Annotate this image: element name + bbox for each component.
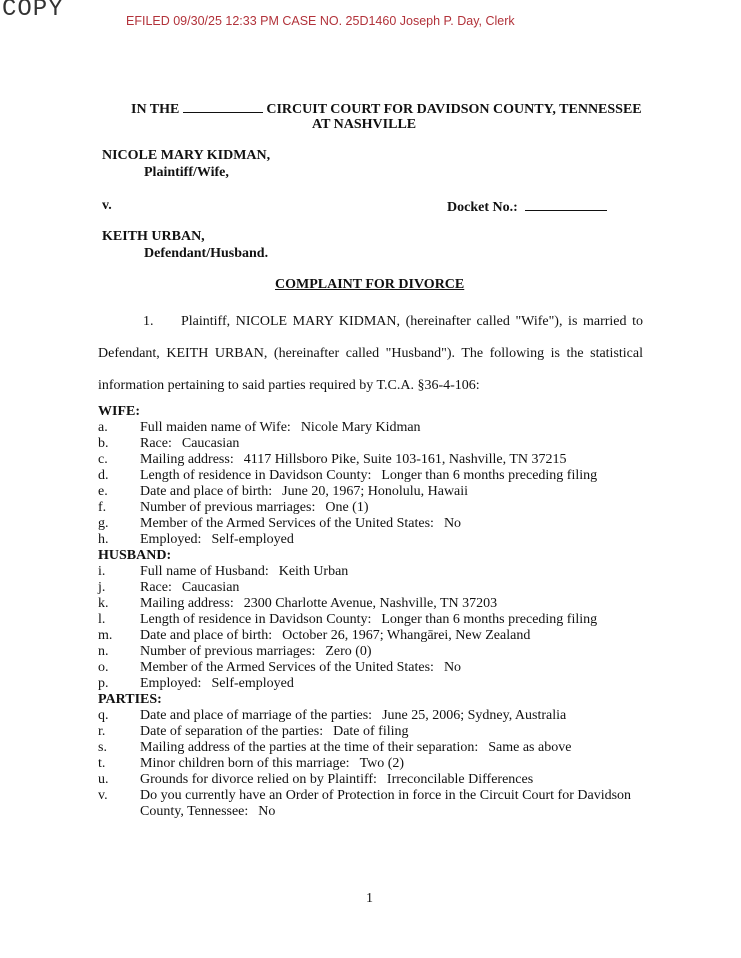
statistical-item [98,788,643,820]
defendant-name: KEITH URBAN, [102,229,205,244]
husband-items [98,564,643,692]
item-letter: t. [98,756,106,771]
item-value: 4117 Hillsboro Pike, Suite 103-161, Nashville, TN 37215 [243,452,567,467]
item-letter: n. [98,644,109,659]
item-label: Employed: [140,676,202,691]
item-letter: a. [98,420,108,435]
section-heading-wife: WIFE: [98,404,140,419]
item-letter: b. [98,436,109,451]
item-label: Date and place of birth: [140,484,273,499]
item-label: Mailing address of the parties at the time of their separation: [140,740,479,755]
item-label: Full maiden name of Wife: [140,420,291,435]
item-letter: k. [98,596,109,611]
defendant-role: Defendant/Husband. [144,246,269,261]
item-label: Member of the Armed Services of the United States: [140,660,434,675]
statistical-item [98,532,643,548]
paragraph-number: 1. [143,314,154,329]
court-name: CIRCUIT COURT FOR DAVIDSON COUNTY, TENNESSEE [266,102,642,117]
statistical-item [98,468,643,484]
statistical-item [98,500,643,516]
item-label: Number of previous marriages: [140,644,316,659]
court-prefix: IN THE [131,102,180,117]
item-label: Mailing address: [140,452,234,467]
statistical-item [98,724,643,740]
versus: v. [102,198,112,213]
statistical-item [98,564,643,580]
statistical-item [98,676,643,692]
item-letter: v. [98,788,108,803]
item-label: Date and place of birth: [140,628,273,643]
statistical-item [98,580,643,596]
item-label: Race: [140,436,172,451]
item-value: Nicole Mary Kidman [300,420,421,435]
copy-stamp: COPY [2,0,64,23]
item-letter: q. [98,708,109,723]
item-label: Do you currently have an Order of Protection in force in the Circuit Court for Davidson [140,788,632,803]
item-value: Longer than 6 months preceding filing [381,468,598,483]
complaint-body [98,306,643,820]
item-letter: h. [98,532,109,547]
paragraph-text: Plaintiff, NICOLE MARY KIDMAN, (hereinafter called "Wife"), is married to Defendant, KEITH URBAN, (hereinafter called "Husband"). The following is the statistical information pertaining to said parties required by T.C.A. §36-4-106: [98,314,643,393]
item-value: Caucasian [181,580,240,595]
section-heading-parties: PARTIES: [98,692,162,707]
item-value: Longer than 6 months preceding filing [381,612,598,627]
plaintiff-name: NICOLE MARY KIDMAN, [102,148,271,163]
plaintiff-role: Plaintiff/Wife, [144,165,229,180]
item-value: Zero (0) [325,644,372,659]
item-value: No [258,804,276,819]
item-letter: m. [98,628,113,643]
item-label: Length of residence in Davidson County: [140,612,372,627]
item-letter: p. [98,676,109,691]
item-letter: d. [98,468,109,483]
item-letter: r. [98,724,106,739]
statistical-item [98,484,643,500]
item-letter: c. [98,452,108,467]
statistical-item [98,740,643,756]
item-letter: o. [98,660,109,675]
item-value: October 26, 1967; Whangārei, New Zealand [282,628,531,643]
item-value: Keith Urban [278,564,349,579]
item-label: Race: [140,580,172,595]
statistical-item [98,708,643,724]
statistical-item [98,644,643,660]
statistical-item [98,516,643,532]
statistical-item [98,756,643,772]
item-value: Self-employed [211,532,294,547]
statistical-item [98,628,643,644]
item-label: Member of the Armed Services of the United States: [140,516,434,531]
item-letter: f. [98,500,107,515]
court-blank-line [183,99,263,113]
item-value: June 20, 1967; Honolulu, Hawaii [282,484,469,499]
item-value: Self-employed [211,676,294,691]
statistical-item [98,420,643,436]
item-letter: g. [98,516,109,531]
statistical-item [98,660,643,676]
efiled-stamp: EFILED 09/30/25 12:33 PM CASE NO. 25D1460 Joseph P. Day, Clerk [126,14,515,28]
item-value: Two (2) [359,756,405,771]
wife-items [98,420,643,548]
docket-number [447,197,607,216]
item-value: 2300 Charlotte Avenue, Nashville, TN 37203 [243,596,498,611]
item-value: Date of filing [333,724,409,739]
item-letter: i. [98,564,106,579]
item-label: Employed: [140,532,202,547]
item-letter: u. [98,772,109,787]
item-value: No [443,516,462,531]
item-value: Caucasian [181,436,240,451]
statistical-item [98,612,643,628]
item-value: June 25, 2006; Sydney, Australia [382,708,567,723]
item-letter: j. [98,580,106,595]
item-label: Date of separation of the parties: [140,724,324,739]
item-label: Full name of Husband: [140,564,269,579]
parties-items [98,708,643,820]
item-label: Date and place of marriage of the parties: [140,708,373,723]
statistical-item [98,772,643,788]
item-letter: s. [98,740,107,755]
item-letter: e. [98,484,108,499]
statistical-item [98,436,643,452]
item-label: Grounds for divorce relied on by Plaintiff: [140,772,377,787]
page-number: 1 [366,891,373,906]
section-heading-husband: HUSBAND: [98,548,172,563]
item-value: Irreconcilable Differences [386,772,534,787]
item-value: One (1) [325,500,369,515]
item-value: No [443,660,462,675]
docket-label: Docket No.: [447,200,518,215]
item-label-continued: County, Tennessee: [140,804,249,819]
item-value: Same as above [488,740,572,755]
document-title: COMPLAINT FOR DIVORCE [275,277,465,292]
item-label: Length of residence in Davidson County: [140,468,372,483]
item-letter: l. [98,612,106,627]
statistical-item [98,596,643,612]
item-label: Minor children born of this marriage: [140,756,350,771]
item-label: Number of previous marriages: [140,500,316,515]
docket-blank-line [525,197,607,211]
statistical-item [98,452,643,468]
item-label: Mailing address: [140,596,234,611]
court-location: AT NASHVILLE [312,117,417,132]
paragraph-1 [98,306,643,402]
